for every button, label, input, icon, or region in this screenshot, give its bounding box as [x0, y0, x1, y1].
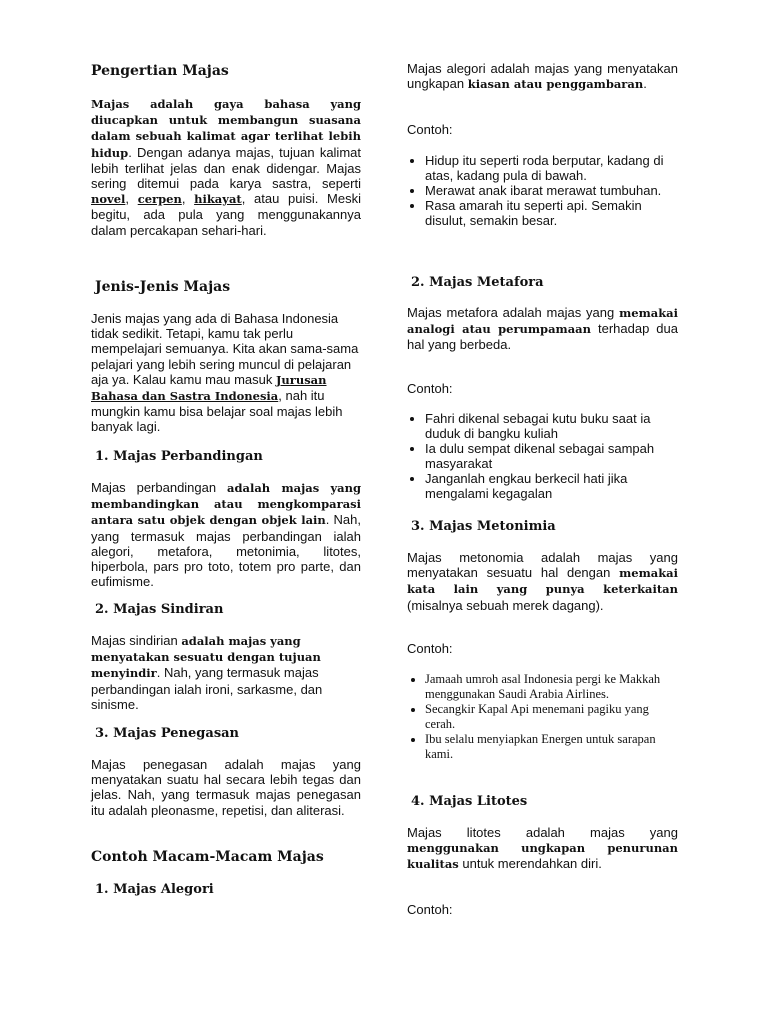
list-contoh-alegori [407, 153, 677, 228]
paragraph-pengertian: Majas adalah gaya bahasa yang diucapkan untuk membangun suasana dalam sebuah kalimat agar terlihat lebih hidup. Dengan adanya majas, tujuan kalimat lebih terlihat jelas dan enak didengar. Majas sering ditemui pada karya sastra, seperti novel, cerpen, hikayat, atau puisi. Meski begitu, ada pula yang menggunakannya dalam percakapan sehari-hari. [91, 97, 361, 238]
list-item: • Rasa amarah itu seperti api. Semakin disulut, semakin besar. [425, 198, 677, 228]
link-cerpen[interactable]: cerpen [137, 192, 182, 207]
link-jurusan-bahasa[interactable]: Jurusan Bahasa dan Sastra Indonesia [91, 372, 327, 404]
list-contoh-metafora [407, 411, 677, 501]
heading-majas-litotes: 4. Majas Litotes [411, 794, 528, 809]
paragraph-majas-perbandingan: Majas perbandingan adalah majas yang membandingkan atau mengkomparasi antara satu objek dengan objek lain. Nah, yang termasuk majas perbandingan ialah alegori, metafora, metonimia, litotes, hiperbola, pars pro toto, totem pro parte, dan eufimisme. [91, 480, 362, 590]
paragraph-majas-sindiran: Majas sindirian adalah majas yang menyatakan sesuatu dengan tujuan menyindir. Nah, yang termasuk majas perbandingan ialah ironi, sarkasme, dan sinisme. [91, 633, 323, 712]
link-hikayat[interactable]: hikayat [194, 192, 242, 207]
heading-majas-metonimia: 3. Majas Metonimia [411, 519, 556, 534]
paragraph-majas-litotes: Majas litotes adalah majas yang menggunakan ungkapan penurunan kualitas untuk merendahkan diri. [407, 825, 678, 872]
paragraph-jenis-majas: Jenis majas yang ada di Bahasa Indonesia tidak sedikit. Tetapi, kamu tak perlu mempelajari semuanya. Kita akan sama-sama pelajari yang lebih sering muncul di pelajaran aja ya. Kalau kamu mau masuk Jurusan Bahasa dan Sastra Indonesia, nah itu mungkin kamu bisa belajar soal majas lebih banyak lagi. [91, 311, 359, 435]
list-contoh-metonimia [407, 672, 677, 762]
heading-jenis-majas: Jenis-Jenis Majas [95, 279, 231, 295]
definition-bold: Majas adalah gaya bahasa yang diucapkan untuk membangun suasana dalam sebuah kalimat agar terlihat lebih hidup [91, 97, 361, 160]
heading-majas-perbandingan: 1. Majas Perbandingan [95, 449, 263, 464]
contoh-label-alegori: Contoh: [407, 122, 453, 137]
list-item: • Secangkir Kapal Api menemani pagiku yang cerah. [425, 702, 677, 732]
contoh-label-litotes: Contoh: [407, 902, 453, 917]
heading-majas-alegori: 1. Majas Alegori [95, 882, 214, 897]
list-item: • Merawat anak ibarat merawat tumbuhan. [425, 183, 677, 198]
list-item: • Ia dulu sempat dikenal sebagai sampah masyarakat [425, 441, 677, 471]
contoh-label-metonimia: Contoh: [407, 641, 453, 656]
heading-contoh-macam-majas: Contoh Macam-Macam Majas [91, 849, 324, 865]
paragraph-majas-alegori: Majas alegori adalah majas yang menyatakan ungkapan kiasan atau penggambaran. [407, 61, 678, 92]
list-item: • Hidup itu seperti roda berputar, kadang di atas, kadang pula di bawah. [425, 153, 677, 183]
contoh-label-metafora: Contoh: [407, 381, 453, 396]
paragraph-majas-penegasan: Majas penegasan adalah majas yang menyatakan suatu hal secara lebih tegas dan jelas. Nah, yang termasuk majas penegasan itu adalah pleonasme, repetisi, dan aliterasi. [91, 757, 361, 818]
heading-majas-metafora: 2. Majas Metafora [411, 275, 544, 290]
paragraph-majas-metafora: Majas metafora adalah majas yang memakai analogi atau perumpamaan terhadap dua hal yang berbeda. [407, 305, 678, 353]
heading-majas-sindiran: 2. Majas Sindiran [95, 602, 224, 617]
list-item: • Jamaah umroh asal Indonesia pergi ke Makkah menggunakan Saudi Arabia Airlines. [425, 672, 677, 702]
list-item: • Fahri dikenal sebagai kutu buku saat ia duduk di bangku kuliah [425, 411, 677, 441]
heading-majas-penegasan: 3. Majas Penegasan [95, 726, 240, 741]
list-item: • Ibu selalu menyiapkan Energen untuk sarapan kami. [425, 732, 677, 762]
link-novel[interactable]: novel [91, 192, 126, 207]
list-item: • Janganlah engkau berkecil hati jika mengalami kegagalan [425, 471, 677, 501]
paragraph-majas-metonimia: Majas metonomia adalah majas yang menyatakan sesuatu hal dengan memakai kata lain yang punya keterkaitan (misalnya sebuah merek dagang). [407, 550, 678, 613]
heading-pengertian-majas: Pengertian Majas [91, 63, 229, 79]
